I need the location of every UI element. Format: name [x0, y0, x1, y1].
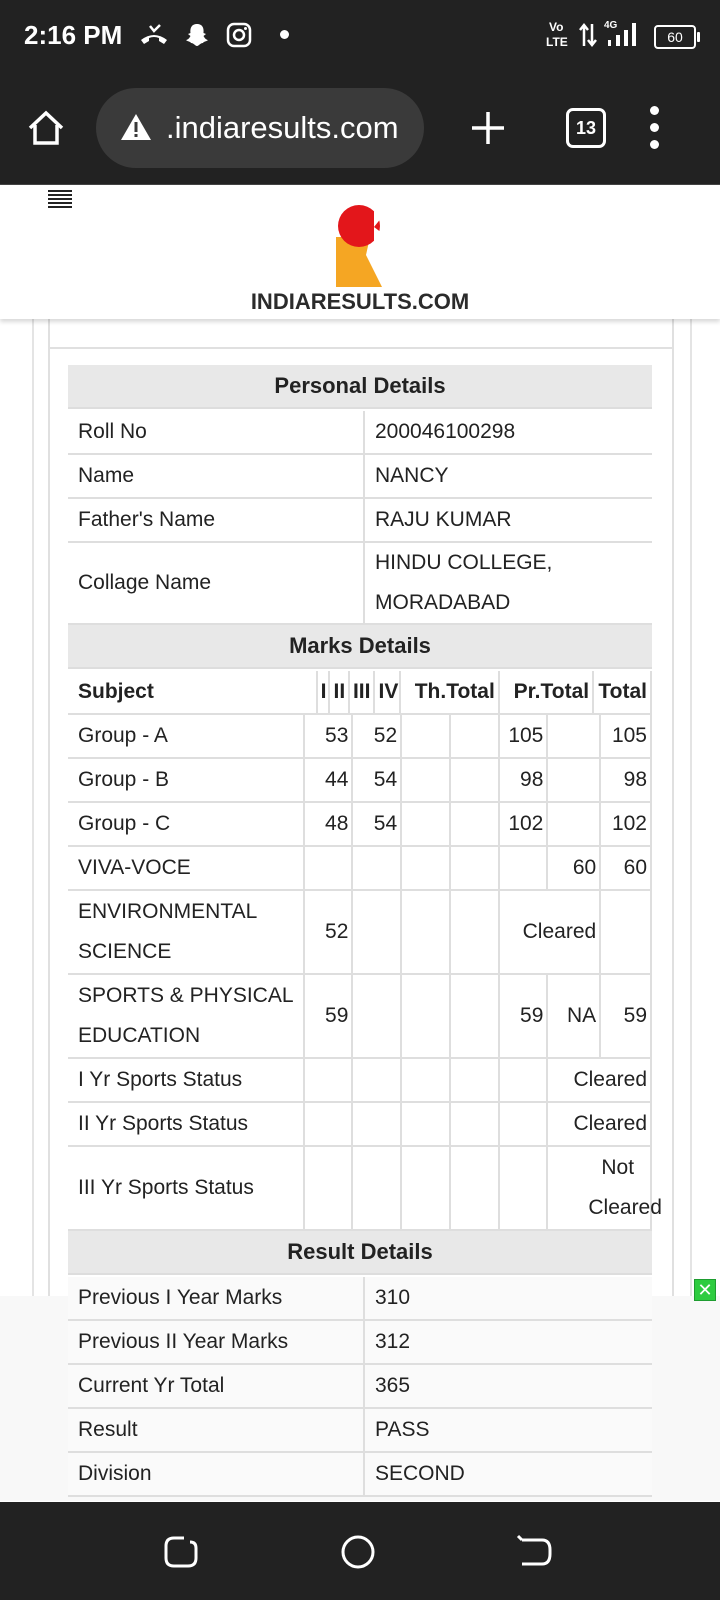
missed-call-icon [138, 22, 170, 48]
notification-dot-icon [280, 30, 289, 39]
mark-cell: 53 [304, 715, 353, 758]
marks-details-heading: Marks Details [68, 625, 652, 669]
mark-cell: 59 [304, 974, 353, 1058]
mark-cell: 54 [352, 802, 401, 846]
not-secure-warning-icon[interactable] [120, 112, 152, 142]
mark-cell [401, 890, 450, 974]
row-label: Name [68, 454, 364, 498]
row-value: PASS [364, 1408, 652, 1452]
mark-cell: 59 [499, 974, 548, 1058]
table-row [68, 1364, 652, 1408]
recent-apps-icon[interactable] [160, 1532, 200, 1572]
row-value: 200046100298 [364, 411, 652, 454]
mark-cell [499, 846, 548, 890]
ad-close-icon[interactable]: ✕ [694, 1279, 716, 1301]
volte-icon [546, 18, 572, 50]
mark-cell: 102 [499, 802, 548, 846]
personal-details-heading: Personal Details [68, 365, 652, 409]
marks-header-row [68, 671, 651, 714]
browser-toolbar [0, 72, 720, 185]
mark-cell [304, 1058, 353, 1102]
mark-cell [450, 890, 499, 974]
row-value: 312 [364, 1320, 652, 1364]
table-row [68, 1146, 651, 1230]
row-label: Father's Name [68, 498, 364, 542]
mark-cell [401, 758, 450, 802]
mark-cell: 48 [304, 802, 353, 846]
status-bar [0, 0, 720, 72]
subject-cell: Group - A [68, 715, 304, 758]
mark-cell [547, 715, 600, 758]
subject-cell: ENVIRONMENTAL SCIENCE [68, 890, 304, 974]
snapchat-icon [184, 22, 210, 48]
row-value: 310 [364, 1277, 652, 1320]
table-row [68, 1408, 652, 1452]
mark-cell [450, 974, 499, 1058]
row-label: Result [68, 1408, 364, 1452]
mark-cell [450, 846, 499, 890]
site-header [0, 185, 720, 319]
table-row [68, 1058, 651, 1102]
mark-cell [499, 1146, 548, 1230]
mark-cell: 98 [600, 758, 651, 802]
row-value: HINDU COLLEGE, MORADABAD [364, 542, 652, 624]
mark-cell [401, 1102, 450, 1146]
url-text[interactable]: .indiaresults.com [166, 110, 399, 145]
svg-text:Vo: Vo [549, 20, 564, 34]
mark-cell [401, 1058, 450, 1102]
column-header: Total [593, 671, 651, 714]
mark-cell [600, 890, 651, 974]
subject-cell: III Yr Sports Status [68, 1146, 304, 1230]
frame-divider [48, 347, 672, 349]
row-value: NANCY [364, 454, 652, 498]
back-icon[interactable] [514, 1532, 554, 1572]
row-label: Roll No [68, 411, 364, 454]
mark-cell: 105 [499, 715, 548, 758]
table-row [68, 454, 652, 498]
logo-text[interactable]: INDIARESULTS.COM [250, 289, 470, 314]
row-label: Collage Name [68, 542, 364, 624]
mark-cell: 102 [600, 802, 651, 846]
table-row [68, 411, 652, 454]
mark-cell: 54 [352, 758, 401, 802]
mark-cell [401, 802, 450, 846]
mark-cell [352, 846, 401, 890]
mark-cell [450, 1146, 499, 1230]
tab-switcher-button[interactable]: 13 [566, 108, 606, 148]
mark-cell [547, 758, 600, 802]
result-details-heading: Result Details [68, 1231, 652, 1275]
mark-cell [401, 1146, 450, 1230]
table-row [68, 802, 651, 846]
sports-status-cell: Cleared [547, 1058, 651, 1102]
mark-cell: 60 [547, 846, 600, 890]
column-header: III [349, 671, 375, 714]
mark-cell [401, 974, 450, 1058]
hamburger-menu-icon[interactable] [48, 190, 72, 210]
table-row [68, 1277, 652, 1320]
table-row [68, 498, 652, 542]
home-icon[interactable] [26, 108, 66, 148]
subject-cell: II Yr Sports Status [68, 1102, 304, 1146]
mark-cell: NA [547, 974, 600, 1058]
column-header: Subject [68, 671, 317, 714]
subject-cell: SPORTS & PHYSICAL EDUCATION [68, 974, 304, 1058]
subject-cell: VIVA-VOCE [68, 846, 304, 890]
home-nav-icon[interactable] [338, 1532, 378, 1572]
mark-cell: 98 [499, 758, 548, 802]
mark-cell [401, 715, 450, 758]
mark-cell [304, 846, 353, 890]
mark-cell [450, 715, 499, 758]
mark-cell [547, 802, 600, 846]
mark-cell [304, 1146, 353, 1230]
signal-icon [602, 18, 644, 50]
mark-cell: 59 [600, 974, 651, 1058]
mark-cell: 52 [304, 890, 353, 974]
mark-cell: Cleared [499, 890, 601, 974]
subject-cell: I Yr Sports Status [68, 1058, 304, 1102]
table-row [68, 542, 652, 624]
mark-cell [499, 1102, 548, 1146]
table-row [68, 974, 651, 1058]
table-row [68, 1452, 652, 1496]
new-tab-icon[interactable] [468, 108, 508, 148]
mark-cell [401, 846, 450, 890]
svg-text:4G: 4G [604, 20, 618, 31]
column-header: I [317, 671, 330, 714]
table-row [68, 758, 651, 802]
mark-cell [450, 802, 499, 846]
address-bar[interactable] [96, 88, 424, 168]
mark-cell: 44 [304, 758, 353, 802]
table-row [68, 1320, 652, 1364]
marks-body-table [68, 715, 662, 1231]
table-row [68, 715, 651, 758]
table-row [68, 846, 651, 890]
battery-icon: 60 [654, 25, 696, 49]
mark-cell [450, 758, 499, 802]
more-menu-icon[interactable] [650, 106, 660, 150]
mark-cell [352, 974, 401, 1058]
subject-cell: Group - C [68, 802, 304, 846]
mark-cell [352, 1058, 401, 1102]
mark-cell [499, 1058, 548, 1102]
row-label: Previous II Year Marks [68, 1320, 364, 1364]
column-header: II [329, 671, 348, 714]
row-value: 365 [364, 1364, 652, 1408]
table-row [68, 1102, 651, 1146]
data-transfer-icon [578, 22, 598, 48]
row-value: RAJU KUMAR [364, 498, 652, 542]
row-value: SECOND [364, 1452, 652, 1496]
column-header: Th.Total [400, 671, 499, 714]
mark-cell: 52 [352, 715, 401, 758]
results-content [68, 365, 662, 1497]
personal-details-table [68, 411, 652, 625]
row-label: Current Yr Total [68, 1364, 364, 1408]
sports-status-cell: Cleared [547, 1102, 651, 1146]
navigation-bar [0, 1502, 720, 1600]
column-header: IV [374, 671, 400, 714]
mark-cell: 105 [600, 715, 651, 758]
mark-cell [450, 1102, 499, 1146]
marks-table [68, 671, 652, 715]
mark-cell [352, 890, 401, 974]
column-header: Pr.Total [499, 671, 593, 714]
instagram-icon [226, 22, 252, 48]
table-row [68, 890, 651, 974]
status-time: 2:16 PM [24, 20, 123, 50]
mark-cell: 60 [600, 846, 651, 890]
result-details-table [68, 1277, 652, 1497]
svg-text:LTE: LTE [546, 35, 568, 49]
row-label: Division [68, 1452, 364, 1496]
mark-cell [352, 1146, 401, 1230]
mark-cell [352, 1102, 401, 1146]
mark-cell [304, 1102, 353, 1146]
sports-status-cell: Not Cleared [547, 1146, 651, 1230]
subject-cell: Group - B [68, 758, 304, 802]
row-label: Previous I Year Marks [68, 1277, 364, 1320]
mark-cell [450, 1058, 499, 1102]
indiaresults-logo-icon[interactable] [334, 203, 384, 289]
